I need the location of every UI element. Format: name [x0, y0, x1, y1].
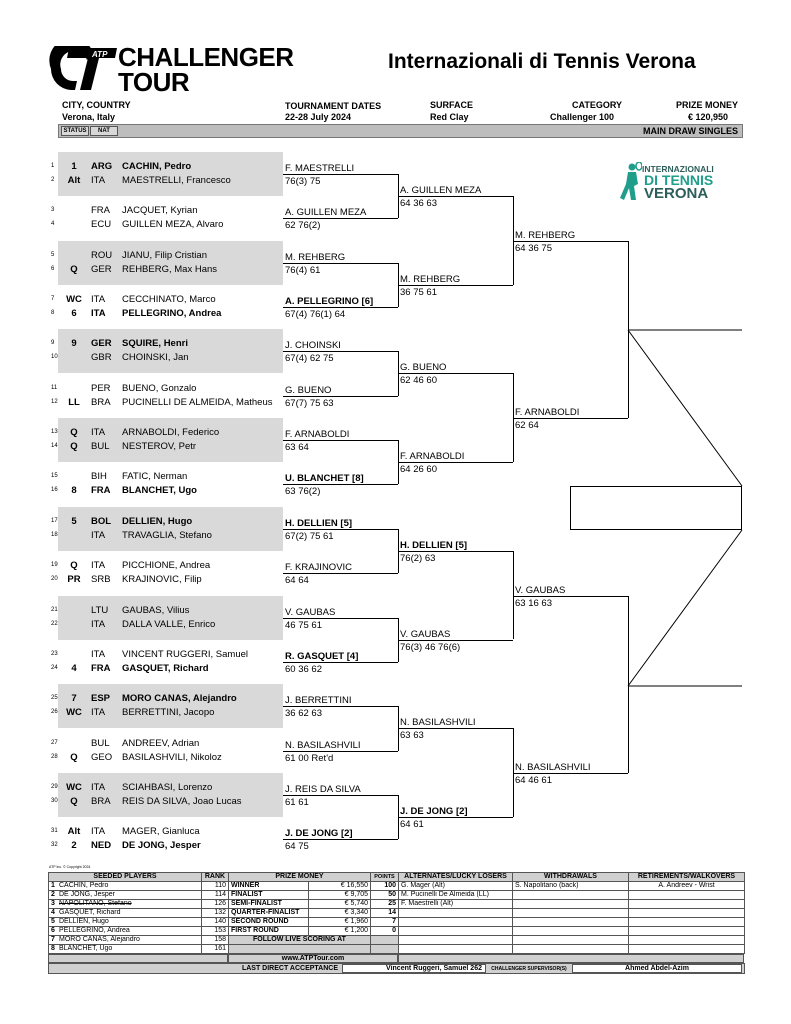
supervisor-label: CHALLENGER SUPERVISOR(S) [491, 965, 567, 972]
draw-position-number: 19 [51, 562, 58, 569]
player-name[interactable]: ARNABOLDI, Federico [122, 427, 220, 439]
prize-points: 0 [371, 927, 399, 936]
withdrawals-header: WITHDRAWALS [513, 873, 629, 882]
retirement-entry [629, 918, 745, 927]
player-name[interactable]: DELLIEN, Hugo [122, 515, 193, 527]
draw-position-number: 20 [51, 576, 58, 583]
winner-name[interactable]: M. REHBERG [285, 251, 346, 263]
retirements-header: RETIREMENTS/WALKOVERS [629, 873, 745, 882]
player-status: 6 [71, 308, 77, 320]
player-nationality: GER [91, 263, 112, 275]
winner-name[interactable]: H. DELLIEN [5] [400, 539, 468, 551]
prize-points: 25 [371, 900, 399, 909]
winner-name[interactable]: F. ARNABOLDI [400, 451, 465, 463]
player-name[interactable]: BERRETTINI, Jacopo [122, 707, 215, 719]
match-score: 67(4) 62 75 [285, 353, 334, 365]
seed-rank: 132 [202, 909, 229, 918]
player-nationality: ITA [91, 294, 106, 306]
player-name[interactable]: SQUIRE, Henri [122, 338, 188, 350]
winner-name[interactable]: R. GASQUET [4] [285, 650, 359, 662]
player-nationality: GER [91, 338, 112, 350]
player-name[interactable]: CACHIN, Pedro [122, 161, 192, 172]
prize-amount: € 9,705 [309, 891, 371, 900]
player-name[interactable]: ANDREEV, Adrian [122, 737, 200, 749]
sponsor-line-2: DI TENNIS [644, 172, 714, 188]
match-score: 63 63 [400, 730, 424, 742]
player-name[interactable]: GAUBAS, Vilius [122, 604, 190, 616]
prize-round: FIRST ROUND [229, 927, 309, 936]
player-status: Q [70, 751, 78, 763]
match-score: 64 26 60 [400, 464, 437, 476]
points-header: POINTS [371, 873, 399, 882]
player-nationality: ITA [91, 427, 106, 439]
main-draw-label: MAIN DRAW SINGLES [642, 126, 738, 136]
seeded-player: 4 GASQUET, Richard [49, 909, 202, 918]
player-nationality: ITA [91, 529, 106, 541]
player-status: 2 [71, 840, 77, 852]
sponsor-line-3: VERONA [644, 185, 709, 202]
draw-position-number: 9 [51, 340, 55, 347]
match-score: 76(3) 46 76(6) [400, 641, 461, 653]
draw-position-number: 10 [51, 354, 58, 361]
player-nationality: ITA [91, 781, 106, 793]
player-status: Q [70, 263, 78, 275]
player-name[interactable]: DE JONG, Jesper [122, 840, 201, 852]
draw-position-number: 1 [51, 163, 55, 169]
draw-position-number: 32 [51, 842, 58, 849]
player-status: Alt [67, 826, 81, 838]
draw-position-number: 23 [51, 650, 58, 657]
draw-position-number: 18 [51, 531, 58, 538]
winner-name[interactable]: N. BASILASHVILI [400, 717, 476, 729]
prize-round: FINALIST [229, 891, 309, 900]
match-score: 63 64 [285, 442, 309, 454]
last-direct-acceptance-value: Vincent Ruggeri, Samuel 262 [342, 964, 486, 973]
prize-points: 100 [371, 882, 399, 891]
prize-round: SECOND ROUND [229, 918, 309, 927]
seeded-player: 3 NAPOLITANO, Stefano [49, 900, 202, 909]
player-nationality: ITA [91, 707, 106, 719]
seeded-player: 8 BLANCHET, Ugo [49, 945, 202, 954]
draw-position-number: 11 [51, 384, 58, 391]
player-status: 4 [71, 662, 77, 674]
winner-name[interactable]: F. KRAJINOVIC [285, 562, 353, 574]
draw-position-number: 27 [51, 739, 58, 746]
draw-position-number: 5 [51, 251, 55, 258]
player-name[interactable]: SCIAHBASI, Lorenzo [122, 781, 213, 793]
draw-position-number: 8 [51, 310, 55, 317]
follow-live-text[interactable]: www.ATPTour.com [228, 954, 398, 963]
match-score: 61 61 [285, 796, 309, 808]
retirement-entry [629, 909, 745, 918]
match-score: 64 61 [400, 818, 424, 830]
winner-name[interactable]: U. BLANCHET [8] [285, 473, 364, 485]
draw-position-number: 16 [51, 487, 58, 494]
draw-position-number: 31 [51, 828, 58, 835]
player-name[interactable]: CECCHINATO, Marco [122, 294, 216, 306]
player-nationality: BOL [91, 515, 112, 527]
alternate-entry: F. Maestrelli (Alt) [399, 900, 513, 909]
player-name[interactable]: FATIC, Nerman [122, 471, 188, 483]
player-nationality: ITA [91, 560, 106, 572]
seed-rank: 161 [202, 945, 229, 954]
retirement-entry [629, 936, 745, 945]
winner-name[interactable]: V. GAUBAS [285, 606, 336, 618]
winner-name[interactable]: H. DELLIEN [5] [285, 517, 353, 529]
alternates-header: ALTERNATES/LUCKY LOSERS [399, 873, 513, 882]
player-name[interactable]: BLANCHET, Ugo [122, 485, 197, 497]
alternate-entry: G. Mager (Alt) [399, 882, 513, 891]
draw-position-number: 4 [51, 221, 55, 228]
winner-name[interactable]: G. BUENO [285, 384, 332, 396]
prize-amount: € 16,550 [309, 882, 371, 891]
player-name[interactable]: DALLA VALLE, Enrico [122, 618, 216, 630]
alternate-entry [399, 945, 513, 954]
match-score: 62 46 60 [400, 375, 437, 387]
winner-name[interactable]: J. DE JONG [2] [400, 805, 468, 817]
draw-position-number: 2 [51, 177, 55, 183]
match-score: 67(2) 75 61 [285, 530, 334, 542]
prize-round: SEMI-FINALIST [229, 900, 309, 909]
draw-position-number: 22 [51, 620, 58, 627]
dates-value: 22-28 July 2024 [285, 112, 352, 122]
player-status: WC [66, 707, 82, 719]
prize-amount: € 1,200 [309, 927, 371, 936]
winner-box [570, 486, 742, 530]
winner-name[interactable]: F. ARNABOLDI [515, 407, 580, 419]
prize-value: € 120,950 [688, 112, 729, 122]
prize-points: 14 [371, 909, 399, 918]
match-score: 63 76(2) [285, 486, 321, 498]
winner-name[interactable]: A. PELLEGRINO [6] [285, 296, 374, 308]
match-score: 76(4) 61 [285, 264, 321, 276]
draw-position-number: 24 [51, 664, 58, 671]
player-status: WC [66, 294, 82, 306]
winner-name[interactable]: J. REIS DA SILVA [285, 783, 361, 795]
player-name[interactable]: TRAVAGLIA, Stefano [122, 529, 212, 541]
match-score: 62 64 [515, 420, 539, 432]
match-score: 67(4) 76(1) 64 [285, 309, 346, 321]
city-value: Verona, Italy [62, 112, 116, 122]
winner-name[interactable]: F. MAESTRELLI [285, 163, 355, 174]
draw-position-number: 28 [51, 753, 58, 760]
match-score: 63 16 63 [515, 597, 552, 609]
draw-position-number: 26 [51, 709, 58, 716]
draw-position-number: 21 [51, 606, 58, 613]
match-score: 36 75 61 [400, 286, 437, 298]
player-name[interactable]: MORO CANAS, Alejandro [122, 693, 237, 705]
match-score: 76(3) 75 [285, 176, 321, 187]
retirement-entry: A. Andreev - Wrist [629, 882, 745, 891]
prize-points: 50 [371, 891, 399, 900]
withdrawal-entry [513, 900, 629, 909]
draw-position-number: 14 [51, 443, 58, 450]
draw-position-number: 13 [51, 429, 58, 436]
winner-name[interactable]: V. GAUBAS [400, 628, 451, 640]
prize-amount: € 3,340 [309, 909, 371, 918]
draw-position-number: 25 [51, 695, 58, 702]
player-status: PR [67, 574, 81, 586]
dates-label: TOURNAMENT DATES [285, 101, 382, 111]
match-score: 64 36 75 [515, 243, 552, 254]
retirement-entry [629, 891, 745, 900]
draw-position-number: 3 [51, 207, 55, 214]
player-nationality: ECU [91, 219, 112, 231]
player-status: LL [68, 396, 80, 408]
seeded-players-header: SEEDED PLAYERS [49, 873, 202, 882]
seed-rank: 110 [202, 882, 229, 891]
player-name[interactable]: KRAJINOVIC, Filip [122, 574, 202, 586]
match-score: 64 36 63 [400, 198, 437, 209]
player-nationality: GEO [91, 751, 113, 763]
seed-rank: 126 [202, 900, 229, 909]
logo-text-challenger: CHALLENGER [118, 42, 294, 72]
winner-name[interactable]: V. GAUBAS [515, 584, 566, 596]
player-nationality: FRA [91, 662, 111, 674]
rank-header: RANK [202, 873, 229, 882]
alternate-entry [399, 927, 513, 936]
player-name[interactable]: BUENO, Gonzalo [122, 382, 197, 394]
prize-points: 7 [371, 918, 399, 927]
category-value: Challenger 100 [550, 112, 615, 122]
player-name[interactable]: NESTEROV, Petr [122, 441, 197, 453]
category-label: CATEGORY [572, 100, 623, 110]
player-status: 1 [71, 161, 77, 172]
player-nationality: ITA [91, 648, 106, 660]
match-score: 76(2) 63 [400, 552, 436, 564]
copyright-text: ATP Inc. © Copyright 2024 [49, 865, 91, 869]
player-nationality: ITA [91, 826, 106, 838]
player-name[interactable]: JIANU, Filip Cristian [122, 249, 207, 261]
player-nationality: ARG [91, 161, 113, 172]
player-status: Q [70, 560, 78, 572]
seed-rank: 114 [202, 891, 229, 900]
alternate-entry [399, 936, 513, 945]
player-nationality: BIH [91, 471, 107, 483]
player-nationality: BRA [91, 396, 111, 408]
footer-table [48, 872, 745, 974]
match-score: 64 46 61 [515, 775, 552, 787]
withdrawal-entry: S. Napolitano (back) [513, 882, 629, 891]
player-nationality: LTU [91, 604, 109, 616]
player-name[interactable]: PICCHIONE, Andrea [122, 560, 211, 572]
semifinal-line [628, 330, 629, 331]
player-name[interactable]: PELLEGRINO, Andrea [122, 308, 222, 320]
player-nationality: ITA [91, 618, 106, 630]
player-name[interactable]: REIS DA SILVA, Joao Lucas [122, 795, 242, 807]
seeded-player: 5 DELLIEN, Hugo [49, 918, 202, 927]
retirement-entry [629, 900, 745, 909]
seeded-player: 2 DE JONG, Jesper [49, 891, 202, 900]
match-score: 60 36 62 [285, 663, 322, 675]
draw-position-number: 15 [51, 473, 58, 480]
match-score: 61 00 Ret'd [285, 752, 334, 764]
match-score: 36 62 63 [285, 708, 322, 720]
surface-label: SURFACE [430, 100, 474, 110]
withdrawal-entry [513, 936, 629, 945]
winner-name[interactable]: F. ARNABOLDI [285, 429, 350, 441]
winner-name[interactable]: M. REHBERG [515, 230, 576, 241]
prize-amount: € 5,740 [309, 900, 371, 909]
player-nationality: BUL [91, 737, 110, 749]
draw-position-number: 30 [51, 797, 58, 804]
winner-name[interactable]: N. BASILASHVILI [285, 739, 361, 751]
player-nationality: NED [91, 840, 112, 852]
player-name[interactable]: BASILASHVILI, Nikoloz [122, 751, 222, 763]
player-name[interactable]: REHBERG, Max Hans [122, 263, 218, 275]
player-nationality: ROU [91, 249, 113, 261]
player-status: 8 [71, 485, 77, 497]
retirement-entry [629, 945, 745, 954]
player-name[interactable]: JACQUET, Kyrian [122, 205, 198, 217]
draw-position-number: 17 [51, 517, 58, 524]
match-score: 67(7) 75 63 [285, 397, 334, 409]
winner-name[interactable]: G. BUENO [400, 362, 447, 374]
prize-amount: € 1,960 [309, 918, 371, 927]
match-score: 64 64 [285, 575, 309, 587]
player-nationality: ESP [91, 693, 111, 705]
withdrawal-entry [513, 927, 629, 936]
player-status: Q [70, 427, 78, 439]
player-status: Alt [67, 175, 81, 186]
player-status: Q [70, 441, 78, 453]
player-nationality: GBR [91, 352, 112, 364]
player-name[interactable]: VINCENT RUGGERI, Samuel [122, 648, 248, 660]
alternate-entry [399, 918, 513, 927]
nat-column-label: NAT [90, 126, 118, 136]
seed-rank: 153 [202, 927, 229, 936]
player-nationality: ITA [91, 308, 106, 320]
player-name[interactable]: PUCINELLI DE ALMEIDA, Matheus [122, 396, 273, 408]
player-name[interactable]: GASQUET, Richard [122, 662, 209, 674]
winner-name[interactable]: M. REHBERG [400, 273, 461, 285]
seed-rank: 140 [202, 918, 229, 927]
player-status: 7 [71, 693, 77, 705]
player-nationality: PER [91, 382, 111, 394]
surface-value: Red Clay [430, 112, 469, 122]
player-status: 5 [71, 515, 77, 527]
logo-text-tour: TOUR [118, 67, 190, 97]
retirement-entry [629, 927, 745, 936]
draw-position-number: 29 [51, 783, 58, 790]
player-name[interactable]: CHOINSKI, Jan [122, 352, 189, 364]
draw-position-number: 7 [51, 296, 55, 303]
withdrawal-entry [513, 945, 629, 954]
winner-name[interactable]: N. BASILASHVILI [515, 762, 591, 774]
winner-name[interactable]: J. CHOINSKI [285, 340, 341, 352]
prize-label: PRIZE MONEY [676, 100, 739, 110]
status-column-label: STATUS [61, 126, 89, 136]
player-nationality: FRA [91, 485, 111, 497]
winner-name[interactable]: J. DE JONG [2] [285, 828, 353, 840]
player-status: WC [66, 781, 82, 793]
tournament-title: Internazionali di Tennis Verona [388, 50, 696, 73]
player-nationality: BUL [91, 441, 110, 453]
seeded-player: 6 PELLEGRINO, Andrea [49, 927, 202, 936]
winner-name[interactable]: A. GUILLEN MEZA [285, 207, 367, 219]
player-nationality: FRA [91, 205, 110, 217]
match-score: 62 76(2) [285, 220, 321, 232]
match-score: 46 75 61 [285, 619, 322, 631]
winner-name[interactable]: J. BERRETTINI [285, 695, 352, 707]
player-status: Q [70, 795, 78, 807]
prize-round: WINNER [229, 882, 309, 891]
match-score: 64 75 [285, 841, 309, 853]
seeded-player: 1 CACHIN, Pedro [49, 882, 202, 891]
last-direct-acceptance-label: LAST DIRECT ACCEPTANCE [241, 965, 338, 972]
winner-name[interactable]: A. GUILLEN MEZA [400, 185, 482, 196]
withdrawal-entry [513, 909, 629, 918]
player-status: 9 [71, 338, 77, 350]
draw-position-number: 6 [51, 265, 55, 272]
city-label: CITY, COUNTRY [62, 100, 131, 110]
withdrawal-entry [513, 891, 629, 900]
alternate-entry: M. Pucinelli De Almeida (LL) [399, 891, 513, 900]
svg-text:ATP: ATP [92, 50, 108, 59]
player-nationality: SRB [91, 574, 111, 586]
player-nationality: BRA [91, 795, 111, 807]
player-name[interactable]: MAESTRELLI, Francesco [122, 175, 231, 186]
prize-round: QUARTER-FINALIST [229, 909, 309, 918]
follow-live-label: FOLLOW LIVE SCORING AT [229, 936, 371, 945]
seeded-player: 7 MORO CANAS, Alejandro [49, 936, 202, 945]
player-name[interactable]: GUILLEN MEZA, Alvaro [122, 219, 224, 231]
sponsor-line-1: INTERNAZIONALI [642, 164, 714, 174]
player-nationality: ITA [91, 175, 106, 186]
draw-position-number: 12 [51, 398, 58, 405]
player-name[interactable]: MAGER, Gianluca [122, 826, 200, 838]
prize-money-header: PRIZE MONEY [229, 873, 371, 882]
supervisor-value: Ahmed Abdel-Azim [572, 964, 742, 973]
withdrawal-entry [513, 918, 629, 927]
seed-rank: 158 [202, 936, 229, 945]
alternate-entry [399, 909, 513, 918]
